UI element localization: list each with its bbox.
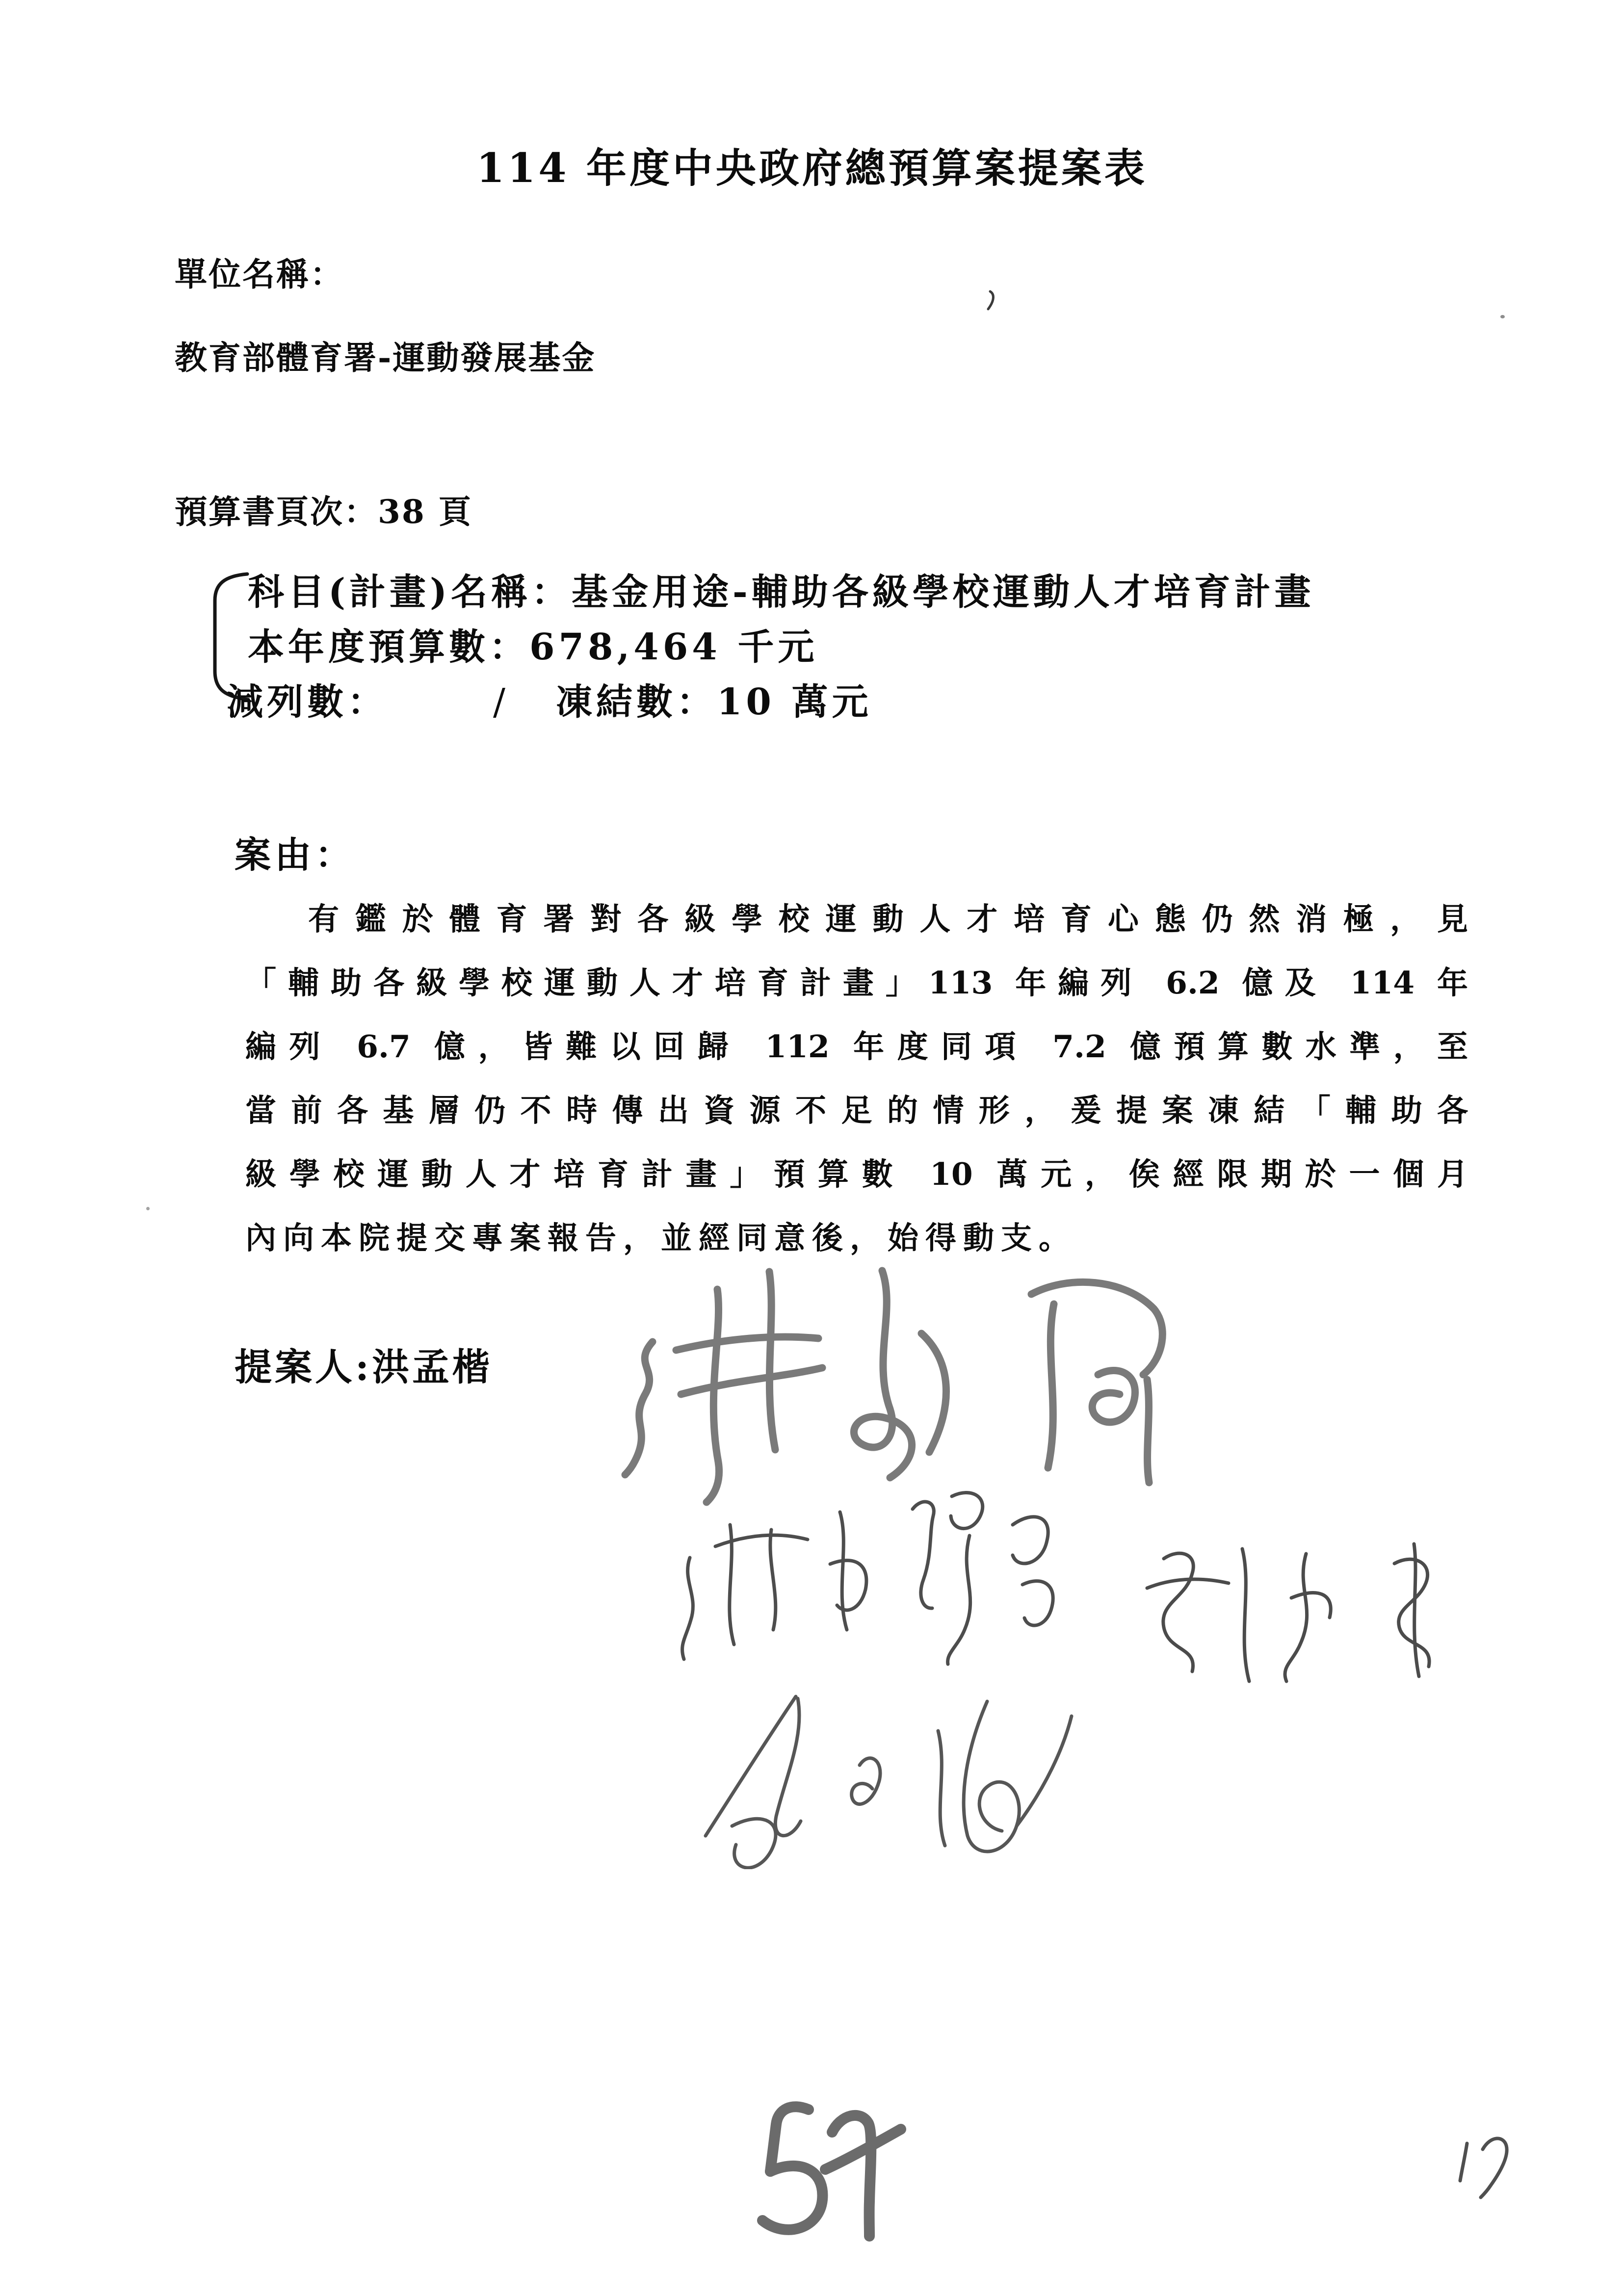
current-year-budget-line — [248, 618, 818, 670]
signature-stroke — [948, 1536, 970, 1664]
subject-line — [248, 563, 1315, 615]
signature-stroke — [770, 1530, 776, 1630]
signature-stroke — [1092, 1370, 1135, 1422]
page-title: 114 年度中央政府總預算案提案表 — [476, 145, 1148, 192]
handwritten-page-number-right — [1447, 2122, 1521, 2202]
signature-4 — [672, 1688, 1074, 1869]
signature-3 — [1119, 1518, 1501, 1705]
current-year-budget-value: 678,464 千元 — [529, 626, 818, 668]
signature-stroke — [706, 1696, 796, 1836]
signature-stroke — [1163, 1553, 1193, 1671]
scan-artifact-comma — [985, 288, 998, 312]
signature-stroke — [854, 1271, 912, 1478]
signature-stroke — [682, 1558, 693, 1659]
reduction-freeze-line — [227, 673, 872, 725]
handwritten-page-number-center — [731, 2085, 908, 2249]
signature-stroke — [921, 1333, 946, 1452]
unit-name-label: 單位名稱： — [175, 255, 344, 293]
signature-stroke — [1285, 1554, 1307, 1681]
subject-label: 科目(計畫)名稱： — [248, 571, 572, 613]
case-paragraph-line: 內向本院提交專案報告，並經同意後，始得動支。 — [245, 1220, 1076, 1256]
budget-book-page-line — [175, 486, 472, 532]
signature-stroke — [852, 1758, 880, 1804]
reduction-label: 減列數： — [227, 681, 388, 723]
signature-stroke — [625, 1342, 653, 1475]
signature-stroke — [1147, 1380, 1149, 1483]
case-paragraph-line: 「輔助各級學校運動人才培育計畫」113 年編列 6.2 億及 114 年 — [245, 965, 1468, 1001]
handwriting-stroke — [832, 2115, 871, 2236]
signature-stroke — [1022, 1581, 1053, 1625]
signature-stroke — [1017, 1716, 1072, 1826]
signature-stroke — [951, 1492, 983, 1528]
budget-book-page-value: 38 頁 — [378, 493, 472, 531]
signature-stroke — [681, 1368, 822, 1394]
case-paragraph-line: 編列 6.7 億，皆難以回歸 112 年度同項 7.2 億預算數水準，至 — [245, 1028, 1468, 1065]
signature-stroke — [732, 1819, 776, 1868]
case-paragraph — [245, 887, 1468, 1270]
signature-stroke — [1242, 1549, 1249, 1681]
signature-stroke — [1291, 1592, 1331, 1618]
signature-stroke — [830, 1561, 866, 1610]
signature-stroke — [676, 1337, 818, 1350]
signature-stroke — [964, 1701, 1019, 1852]
handwritten-17-drawing — [1447, 2122, 1521, 2200]
signature-stroke — [1414, 1544, 1419, 1676]
case-subject-label: 案由： — [235, 834, 355, 876]
reduction-value: / — [493, 681, 509, 723]
signature-stroke — [938, 1731, 945, 1846]
signature-stroke — [840, 1512, 847, 1630]
signature-2 — [657, 1467, 1138, 1678]
subject-value: 基金用途-輔助各級學校運動人才培育計畫 — [572, 571, 1315, 613]
scan-artifact-stroke — [988, 291, 993, 309]
proposer-label: 提案人: — [235, 1345, 372, 1389]
unit-name-value: 教育部體育署-運動發展基金 — [175, 339, 596, 377]
handwriting-stroke — [1460, 2143, 1467, 2181]
signature-stroke — [1013, 1517, 1048, 1564]
freeze-value: 10 萬元 — [716, 681, 872, 723]
proposer-name: 洪孟楷 — [372, 1345, 493, 1389]
signature-stroke — [1394, 1559, 1429, 1667]
handwritten-57-drawing — [731, 2085, 908, 2247]
case-paragraph-line: 級學校運動人才培育計畫」預算數 10 萬元，俟經限期於一個月 — [245, 1156, 1468, 1192]
signature-stroke — [913, 1502, 934, 1608]
scan-artifact-dot — [146, 1207, 150, 1210]
signature-stroke — [769, 1272, 775, 1450]
case-paragraph-line: 有鑑於體育署對各級學校運動人才培育心態仍然消極，見 — [308, 901, 1468, 937]
budget-book-page-label: 預算書頁次： — [175, 493, 378, 531]
proposer-line — [235, 1337, 493, 1391]
scan-artifact-dot — [1500, 315, 1505, 318]
handwriting-stroke — [1481, 2139, 1507, 2197]
freeze-label: 凍結數： — [555, 681, 717, 723]
signature-stroke — [1048, 1304, 1054, 1468]
handwriting-stroke — [762, 2166, 822, 2230]
case-paragraph-line: 當前各基層仍不時傳出資源不足的情形，爰提案凍結「輔助各 — [245, 1092, 1468, 1128]
current-year-budget-label: 本年度預算數： — [248, 626, 529, 668]
handwriting-stroke — [825, 2129, 901, 2169]
signature-stroke — [715, 1535, 808, 1546]
